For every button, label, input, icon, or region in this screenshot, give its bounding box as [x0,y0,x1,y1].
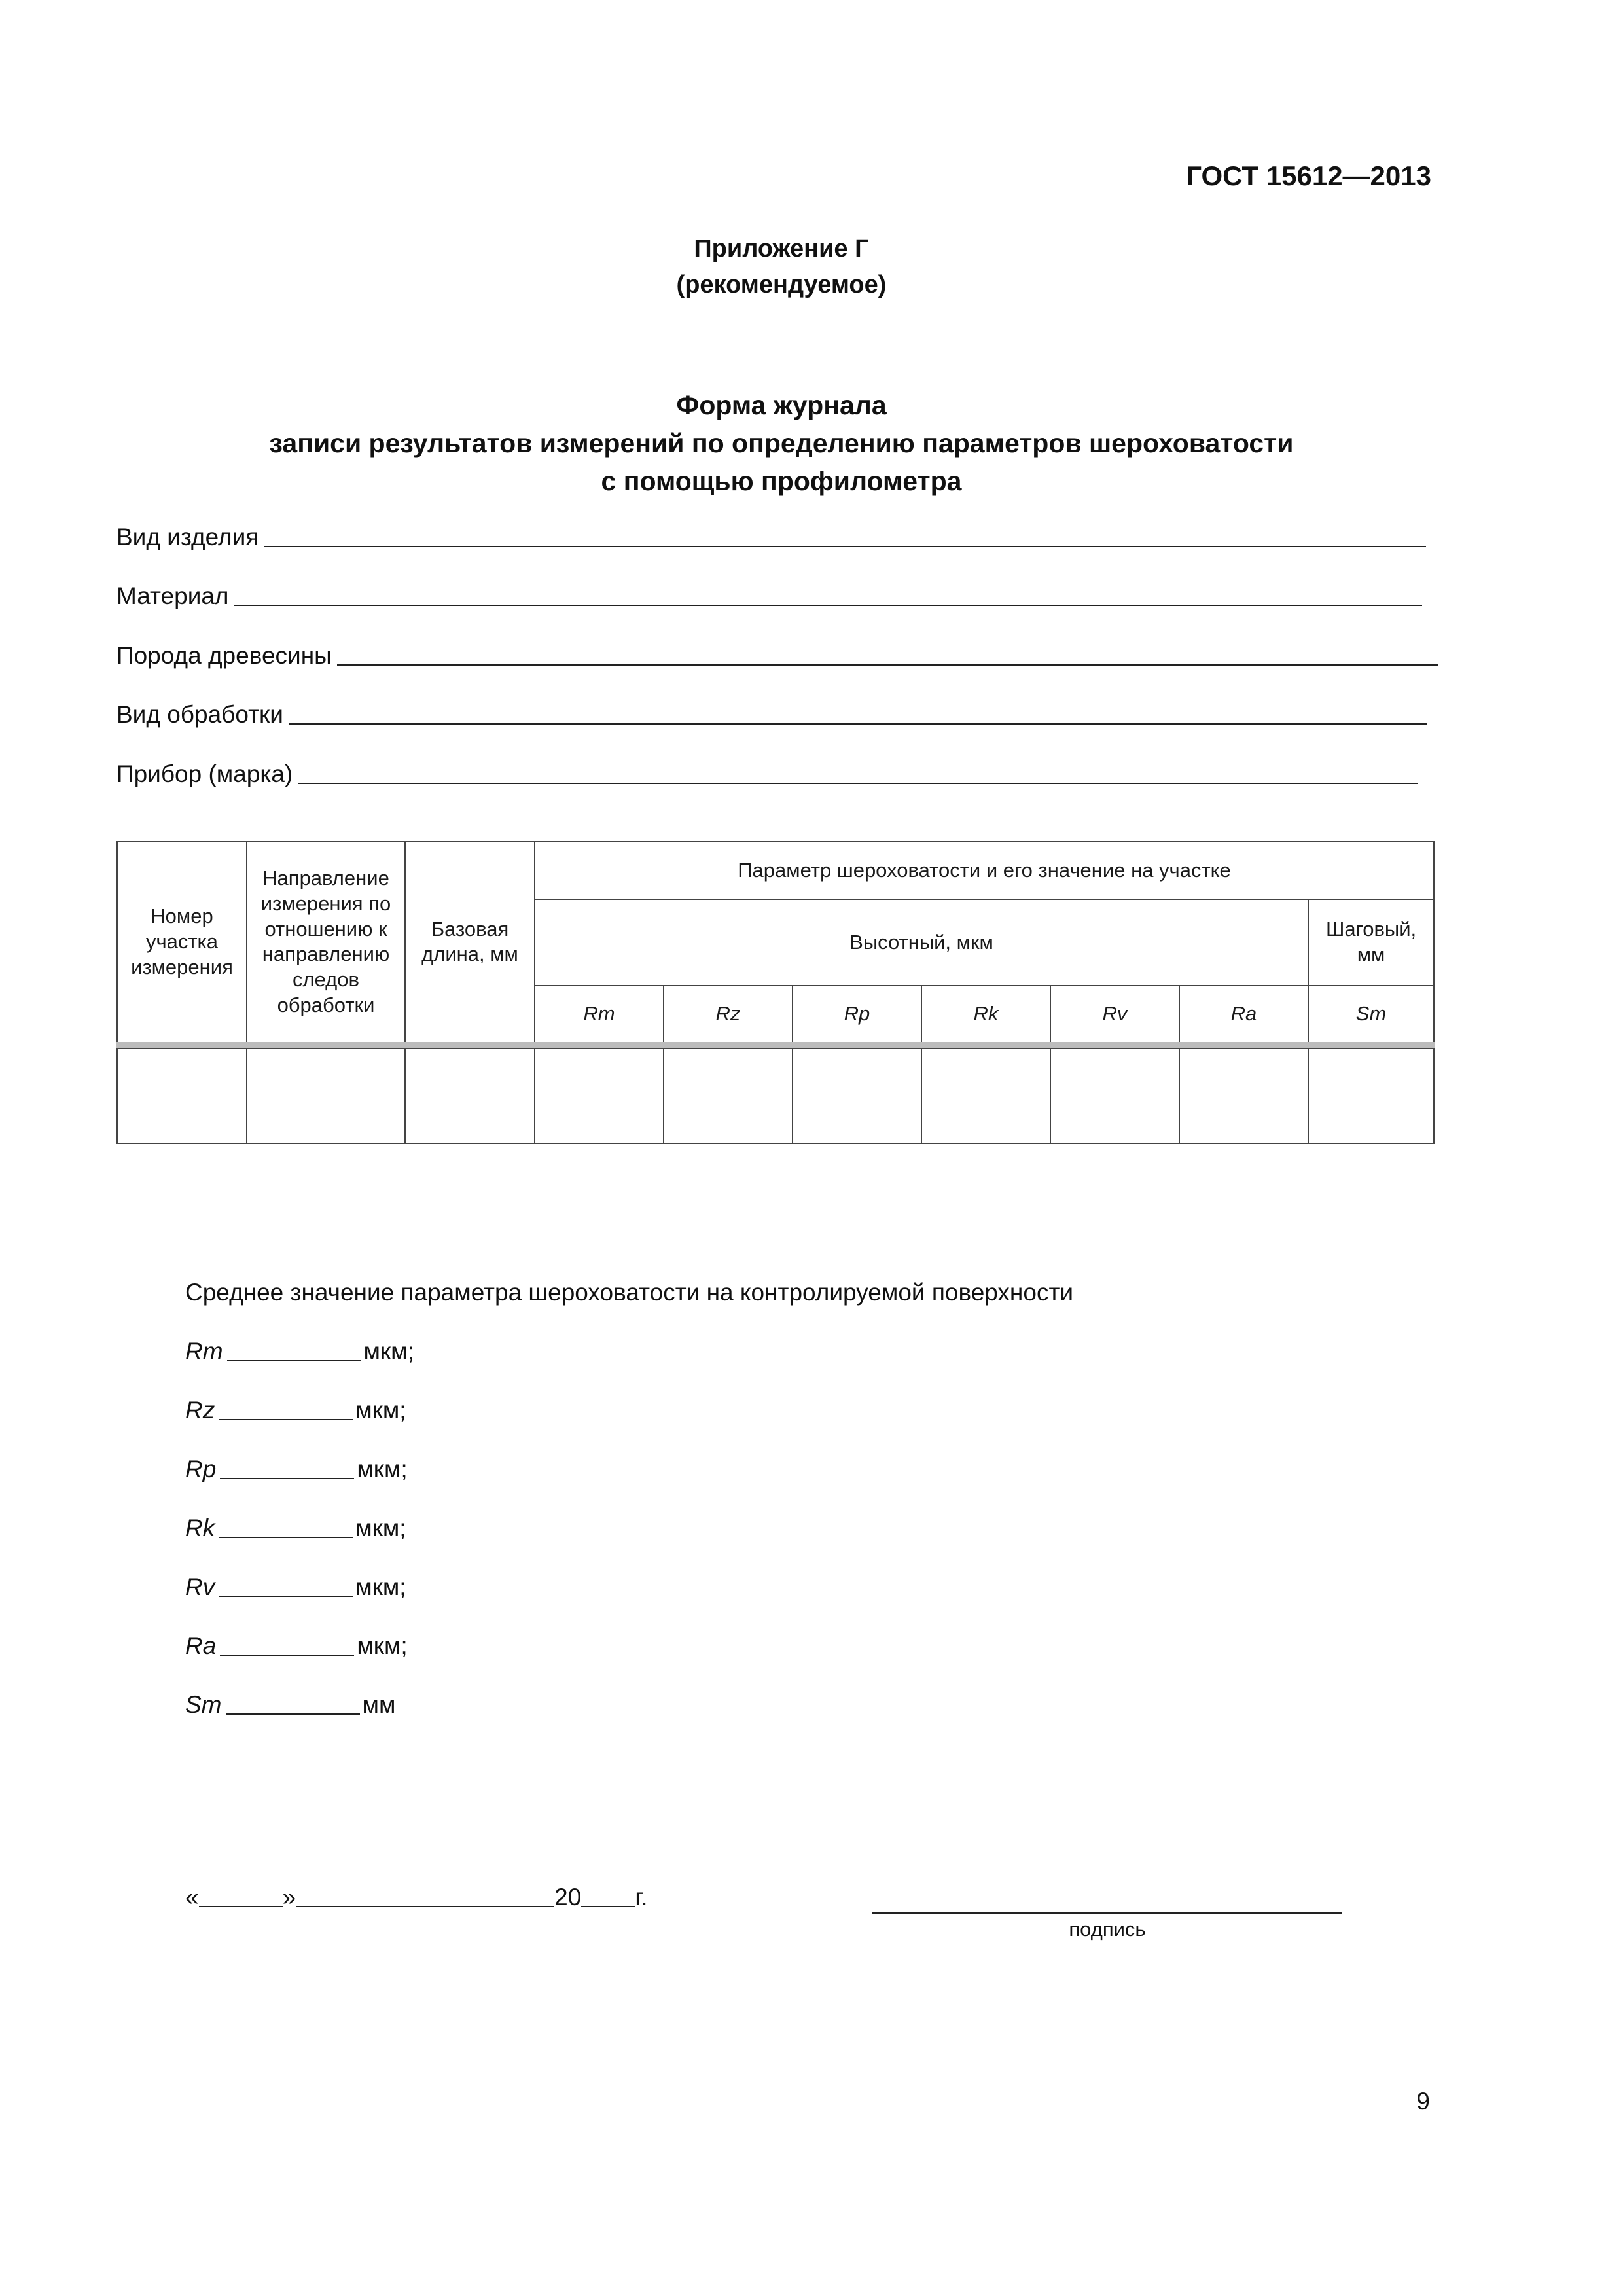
average-row-ra [185,1632,408,1660]
fill-line[interactable] [289,723,1427,725]
field-wood-species [116,642,1438,670]
header-param-rp: Rp [793,986,921,1045]
param-unit: мм [362,1691,396,1718]
param-unit: мкм; [357,1632,408,1659]
data-cell[interactable] [1050,1049,1179,1143]
average-row-rm [185,1338,414,1365]
fill-line[interactable] [264,545,1426,547]
data-cell[interactable] [1308,1049,1434,1143]
date-field [185,1884,648,1911]
param-unit: мкм; [355,1397,406,1424]
average-row-rz [185,1397,406,1424]
data-cell[interactable] [664,1049,793,1143]
form-title-line-1: Форма журнала [676,390,887,420]
average-row-sm [185,1691,395,1719]
header-section-number: Номер участка измерения [117,842,247,1045]
year-prefix: 20 [554,1884,582,1910]
form-title-line-2: записи результатов измерений по определению параметров шероховатости [269,428,1294,459]
field-label: Вид обработки [116,701,283,728]
form-title-line-3: с помощью профилометра [601,466,962,497]
signature-line[interactable] [872,1912,1342,1914]
field-material [116,583,1422,610]
appendix-title: Приложение Г [694,235,869,262]
param-symbol: Rz [185,1397,215,1424]
param-unit: мкм; [355,1515,406,1541]
data-cell[interactable] [117,1049,247,1143]
day-fill-line[interactable] [199,1905,283,1907]
header-param-rz: Rz [664,986,793,1045]
fill-line[interactable] [219,1595,353,1597]
param-symbol: Rk [185,1515,215,1541]
page-number: 9 [1416,2088,1430,2115]
header-base-length: Базовая длина, мм [405,842,535,1045]
field-label: Вид изделия [116,524,259,550]
average-row-rp [185,1456,408,1483]
fill-line[interactable] [220,1477,354,1479]
measurement-table [116,841,1435,1144]
fill-line[interactable] [219,1536,353,1538]
param-symbol: Sm [185,1691,222,1718]
fill-line[interactable] [226,1713,360,1715]
field-label: Прибор (марка) [116,761,293,787]
data-cell[interactable] [247,1049,405,1143]
param-symbol: Rp [185,1456,217,1482]
field-instrument [116,761,1418,788]
fill-line[interactable] [298,782,1418,784]
date-open-quote: « [185,1884,199,1910]
year-suffix: г. [635,1884,648,1910]
param-unit: мкм; [357,1456,408,1482]
data-cell[interactable] [793,1049,921,1143]
header-param-ra: Ra [1179,986,1308,1045]
param-symbol: Rv [185,1573,215,1600]
field-processing-type [116,701,1427,728]
data-cell[interactable] [1179,1049,1308,1143]
param-symbol: Rm [185,1338,223,1365]
header-param-rk: Rk [921,986,1050,1045]
form-title [0,386,1563,501]
header-param-rv: Rv [1050,986,1179,1045]
data-cell[interactable] [921,1049,1050,1143]
header-roughness-parameter: Параметр шероховатости и его значение на участке [535,842,1434,899]
field-product-type [116,524,1426,551]
header-param-rm: Rm [535,986,664,1045]
param-symbol: Ra [185,1632,217,1659]
year-fill-line[interactable] [581,1905,635,1907]
fill-line[interactable] [337,664,1438,666]
appendix-subtitle: (рекомендуемое) [676,271,887,299]
param-unit: мкм; [363,1338,414,1365]
document-code: ГОСТ 15612—2013 [1186,160,1431,191]
fill-line[interactable] [220,1654,354,1656]
month-fill-line[interactable] [296,1905,554,1907]
appendix-heading [0,231,1563,303]
averages-title: Среднее значение параметра шероховатости на контролируемой поверхности [185,1279,1074,1306]
fill-line[interactable] [227,1359,361,1361]
param-unit: мкм; [355,1573,406,1600]
average-row-rv [185,1573,406,1601]
fill-line[interactable] [234,604,1422,606]
field-label: Порода древесины [116,642,332,669]
header-step-params: Шаговый, мм [1308,899,1434,986]
average-row-rk [185,1515,406,1542]
header-param-sm: Sm [1308,986,1434,1045]
header-measurement-direction: Направление измерения по отношению к направлению следов обработки [247,842,405,1045]
date-close-quote: » [282,1884,296,1910]
header-height-params: Высотный, мкм [535,899,1308,986]
signature-caption: подпись [1069,1918,1146,1941]
data-cell[interactable] [535,1049,664,1143]
data-cell[interactable] [405,1049,535,1143]
fill-line[interactable] [219,1418,353,1420]
field-label: Материал [116,583,229,609]
